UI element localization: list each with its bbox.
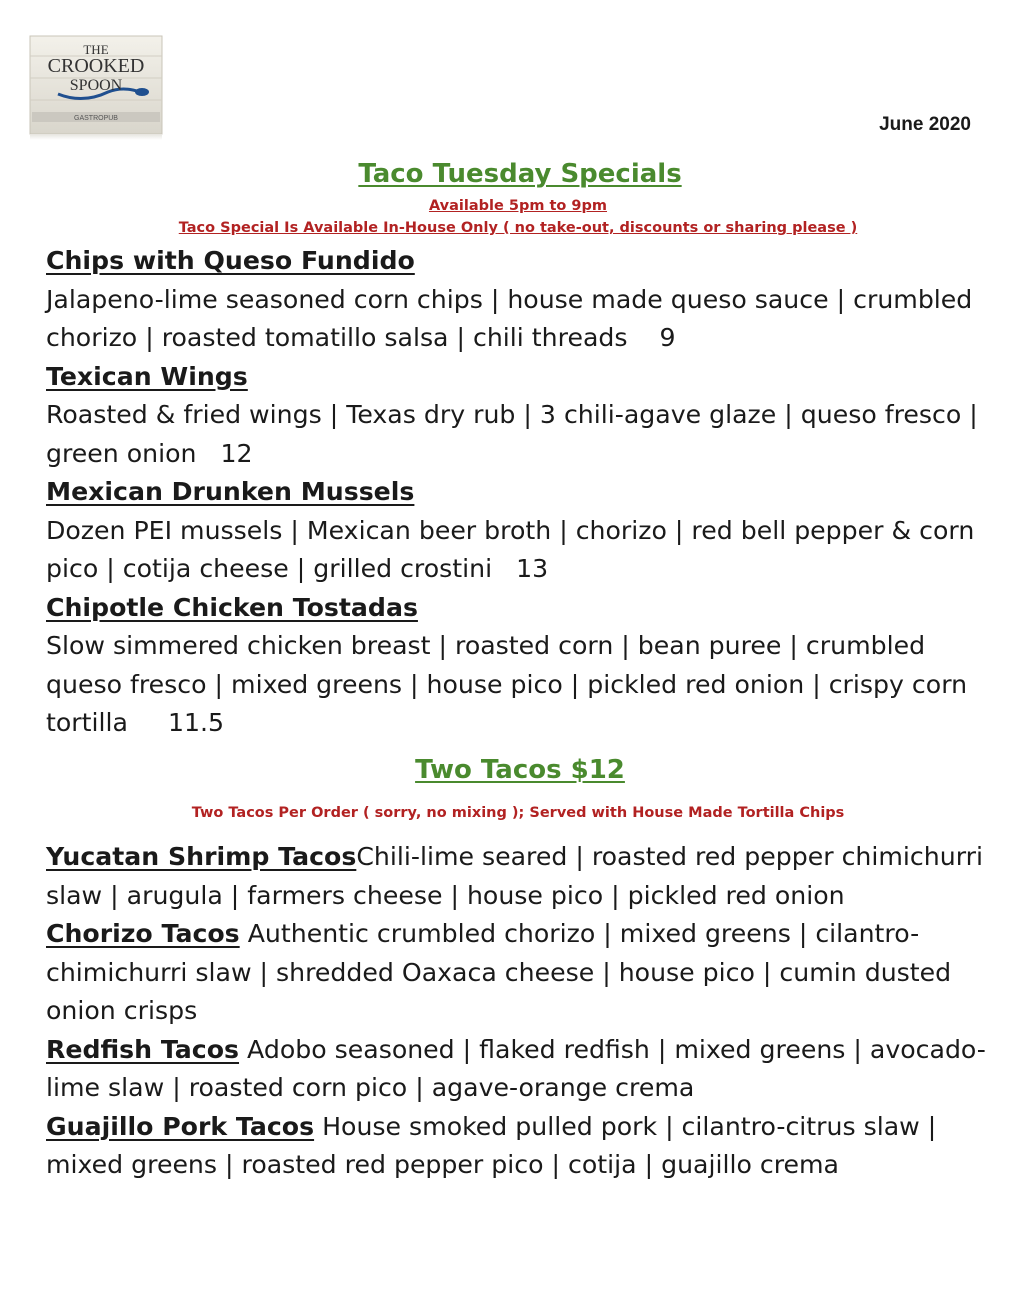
special-item — [46, 589, 986, 628]
logo-line1: THE — [83, 42, 109, 57]
taco-description: Authentic crumbled chorizo | mixed greens | cilantro-chimichurri slaw | shredded Oaxaca cheese | house pico | cumin dusted onion crisps — [46, 919, 952, 1025]
special-description: Slow simmered chicken breast | roasted corn | bean puree | crumbled queso fresco | mixed greens | house pico | pickled red onion | crispy corn tortilla 11.5 — [46, 631, 968, 737]
logo-line2: CROOKED — [47, 55, 145, 77]
special-price: 12 — [220, 438, 253, 468]
taco-item — [46, 1031, 986, 1108]
brand-logo — [28, 34, 164, 140]
taco-name: Yucatan Shrimp Tacos — [46, 842, 357, 871]
special-name: Texican Wings — [46, 361, 248, 391]
taco-item — [46, 1108, 986, 1185]
logo-line3: SPOON — [69, 77, 123, 94]
special-name: Chips with Queso Fundido — [46, 246, 415, 275]
special-item — [46, 473, 986, 512]
logo-tag: GASTROPUB — [74, 115, 118, 122]
taco-name: Guajillo Pork Tacos — [46, 1111, 315, 1141]
taco-item — [46, 838, 986, 915]
taco-tuesday-title: Taco Tuesday Specials — [358, 159, 682, 189]
menu-date: June 2020 — [879, 114, 971, 135]
availability-note: Available 5pm to 9pm — [428, 198, 608, 214]
special-description: Jalapeno-lime seasoned corn chips | house made queso sauce | crumbled chorizo | roasted tomatillo salsa | chili threads 9 — [46, 284, 973, 352]
taco-description: Chili-lime seared | roasted red pepper chimichurri slaw | arugula | farmers cheese | house pico | pickled red onion — [46, 842, 983, 910]
in-house-notice: Taco Special Is Available In-House Only ( no take-out, discounts or sharing please ) — [178, 220, 858, 236]
tacos-list — [46, 838, 986, 1185]
special-price: 11.5 — [168, 708, 225, 737]
taco-name: Redfish Tacos — [46, 1034, 240, 1064]
special-item — [46, 358, 986, 397]
special-name: Mexican Drunken Mussels — [46, 477, 415, 506]
two-tacos-notice: Two Tacos Per Order ( sorry, no mixing ); Served with House Made Tortilla Chips — [191, 805, 845, 821]
specials-list — [46, 242, 986, 743]
taco-name: Chorizo Tacos — [46, 919, 240, 948]
special-name: Chipotle Chicken Tostadas — [46, 592, 418, 622]
special-price: 9 — [659, 323, 676, 352]
taco-description: Adobo seasoned | flaked redfish | mixed greens | avocado-lime slaw | roasted corn pico | agave-orange crema — [46, 1034, 986, 1102]
two-tacos-title: Two Tacos $12 — [415, 755, 625, 785]
special-description: Roasted & fried wings | Texas dry rub | 3 chili-agave glaze | queso fresco | green onion 12 — [46, 400, 978, 468]
special-description: Dozen PEI mussels | Mexican beer broth | chorizo | red bell pepper & corn pico | cotija cheese | grilled crostini 13 — [46, 515, 975, 583]
special-item — [46, 242, 986, 281]
taco-description: House smoked pulled pork | cilantro-citrus slaw | mixed greens | roasted red pepper pico | cotija | guajillo crema — [46, 1111, 937, 1179]
special-price: 13 — [516, 554, 549, 583]
taco-item — [46, 915, 986, 1031]
